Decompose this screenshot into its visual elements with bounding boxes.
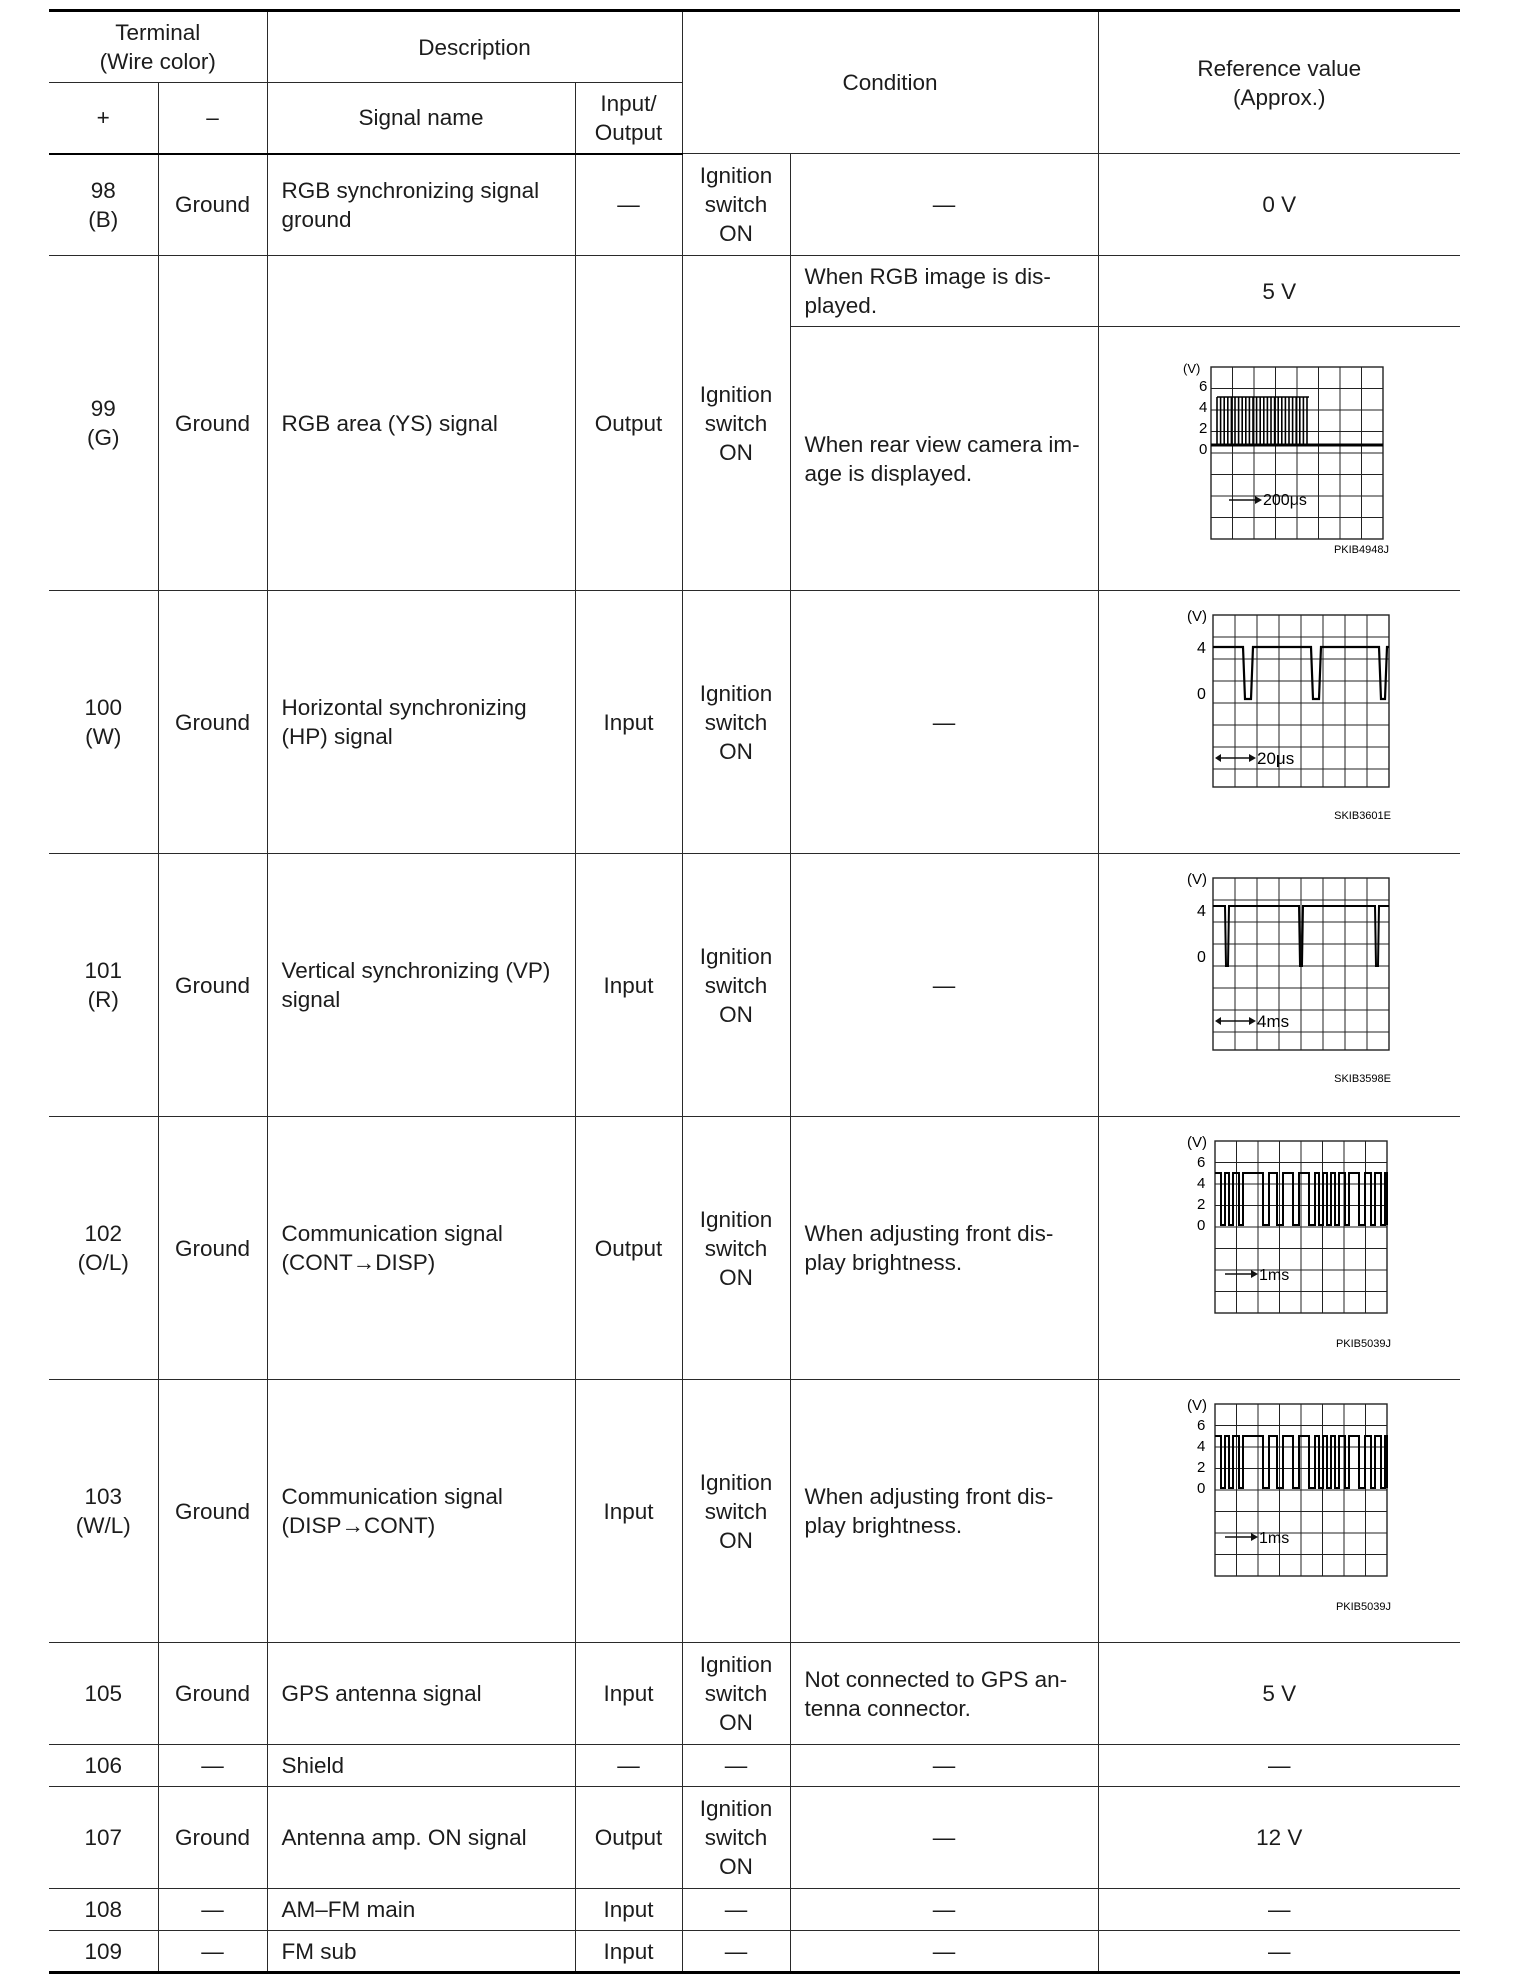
signal-line: Vertical synchronizing (VP) (281, 958, 551, 983)
ground-cell: — (158, 1889, 267, 1931)
wave-y-tick: 6 (1199, 377, 1208, 395)
wave-y-tick: 0 (1197, 1217, 1206, 1234)
ignition-line: Ignition (699, 1469, 773, 1495)
io-cell: — (575, 154, 682, 256)
wave-y-tick: 6 (1197, 1417, 1206, 1434)
io-cell: Input (575, 1380, 682, 1643)
ignition-line: ON (719, 439, 753, 465)
wave-y-tick: 0 (1197, 1480, 1206, 1497)
time-arrow-head (1249, 754, 1256, 762)
reference-cell (1098, 1117, 1460, 1380)
header-terminal (49, 11, 267, 83)
table-row (49, 154, 1460, 256)
io-cell: Input (575, 591, 682, 854)
condition-line: played. (804, 293, 878, 318)
wire-color: (O/L) (77, 1250, 129, 1275)
ignition-cell: — (682, 1889, 790, 1931)
condition-line: When adjusting front dis- (804, 1221, 1054, 1246)
ignition-line: switch (704, 1498, 768, 1524)
wire-color: (G) (87, 425, 120, 450)
condition-cell: — (790, 1931, 1098, 1973)
terminal-cell (49, 1380, 158, 1643)
terminal-cell: 106 (49, 1745, 158, 1787)
table-row (49, 854, 1460, 1117)
condition-line: tenna connector. (804, 1695, 971, 1721)
ignition-cell (682, 591, 790, 854)
waveform-grid (1211, 367, 1383, 539)
wave-y-tick: 6 (1197, 1154, 1206, 1171)
wave-unit-label: (V) (1187, 1134, 1208, 1151)
header-reference-line2: (Approx.) (1233, 84, 1326, 110)
ignition-line: Ignition (699, 943, 773, 969)
ignition-line: Ignition (699, 163, 773, 188)
condition-cell (790, 1117, 1098, 1380)
header-description: Description (267, 11, 682, 83)
ignition-line: Ignition (699, 381, 773, 407)
condition-cell: — (790, 1889, 1098, 1931)
wave-y-tick: 4 (1197, 903, 1207, 920)
figure-code: PKIB5039J (1336, 1601, 1392, 1613)
figure-code: SKIB3601E (1334, 810, 1392, 822)
condition-cell (790, 1380, 1098, 1643)
condition-cell: — (790, 1787, 1098, 1889)
signal-name-cell (267, 1380, 575, 1643)
header-signal-name: Signal name (267, 83, 575, 154)
ignition-line: switch (704, 1235, 768, 1261)
signal-line: signal (281, 987, 341, 1012)
table-row (49, 1117, 1460, 1380)
ignition-line: Ignition (699, 680, 773, 706)
figure-code: PKIB4948J (1334, 543, 1390, 556)
reference-cell (1098, 1380, 1460, 1643)
waveform-grid (1213, 615, 1389, 787)
terminal-number: 98 (90, 177, 116, 203)
wave-y-tick: 0 (1199, 440, 1208, 458)
reference-cell: 12 V (1098, 1787, 1460, 1889)
wave-y-tick: 4 (1197, 640, 1207, 657)
ignition-line: switch (704, 1825, 768, 1850)
table-row (49, 256, 1460, 327)
table-row (49, 1745, 1460, 1787)
ignition-cell: — (682, 1931, 790, 1973)
wave-unit-label: (V) (1187, 608, 1208, 625)
terminal-number: 103 (84, 1484, 123, 1509)
condition-cell: — (790, 1745, 1098, 1787)
signal-name-cell: AM–FM main (267, 1889, 575, 1931)
wave-y-tick: 0 (1197, 949, 1207, 966)
signal-line: (HP) signal (281, 724, 393, 749)
ground-cell: Ground (158, 1380, 267, 1643)
wave-y-tick: 2 (1199, 419, 1208, 437)
io-cell: — (575, 1745, 682, 1787)
io-cell: Output (575, 1787, 682, 1889)
ground-cell: — (158, 1745, 267, 1787)
reference-cell: — (1098, 1931, 1460, 1973)
signal-line: (DISP→CONT) (281, 1513, 436, 1538)
time-arrow-head (1215, 754, 1221, 762)
ignition-line: switch (704, 709, 768, 735)
wave-y-tick: 4 (1197, 1175, 1206, 1192)
signal-name-cell (267, 154, 575, 256)
terminal-number: 99 (90, 396, 116, 421)
wave-unit-label: (V) (1187, 1397, 1208, 1414)
signal-line: ground (281, 206, 352, 232)
io-cell: Output (575, 256, 682, 591)
condition-cell: — (790, 154, 1098, 256)
condition-line: When RGB image is dis- (804, 264, 1051, 289)
condition-line: play brightness. (804, 1250, 963, 1275)
header-io-line1: Input/ (600, 90, 657, 116)
header-reference (1098, 11, 1460, 154)
wave-time-label: 200μs (1263, 491, 1308, 509)
signal-name-cell: Antenna amp. ON signal (267, 1787, 575, 1889)
wave-y-tick: 2 (1197, 1196, 1206, 1213)
ignition-line: ON (719, 221, 753, 246)
ignition-cell (682, 154, 790, 256)
io-cell: Input (575, 1643, 682, 1745)
ground-cell: Ground (158, 154, 267, 256)
terminal-number: 102 (84, 1221, 123, 1246)
wire-color: (B) (88, 206, 119, 232)
signal-name-cell: Shield (267, 1745, 575, 1787)
wave-time-label: 1ms (1259, 1530, 1290, 1547)
ground-cell: Ground (158, 1643, 267, 1745)
wire-color: (R) (87, 987, 119, 1012)
ignition-line: Ignition (699, 1652, 773, 1677)
terminal-cell (49, 854, 158, 1117)
io-cell: Input (575, 1931, 682, 1973)
table-row (49, 1380, 1460, 1643)
signal-name-cell: FM sub (267, 1931, 575, 1973)
terminal-cell (49, 256, 158, 591)
ignition-line: ON (719, 1710, 753, 1735)
time-arrow-head (1251, 1533, 1258, 1541)
disp-cont-waveform (1159, 1396, 1399, 1626)
ys-signal-waveform (1159, 359, 1399, 559)
terminal-cell (49, 154, 158, 256)
io-cell: Output (575, 1117, 682, 1380)
wave-unit-label: (V) (1187, 871, 1208, 888)
reference-cell: 5 V (1098, 256, 1460, 327)
ignition-cell (682, 1787, 790, 1889)
wave-time-label: 4ms (1257, 1012, 1290, 1031)
ignition-line: ON (719, 1264, 753, 1290)
condition-cell: — (790, 854, 1098, 1117)
condition-line: When rear view camera im- (804, 431, 1080, 457)
time-arrow-head (1255, 496, 1262, 504)
ignition-cell (682, 1380, 790, 1643)
header-io-line2: Output (594, 119, 663, 145)
waveform-grid (1215, 1404, 1387, 1576)
header-wire-color-label: (Wire color) (99, 49, 216, 74)
signal-line: (CONT→DISP) (281, 1250, 436, 1275)
table-row (49, 591, 1460, 854)
wave-unit-label: (V) (1183, 360, 1201, 376)
terminal-cell (49, 1117, 158, 1380)
ignition-line: Ignition (699, 1206, 773, 1232)
terminal-number: 101 (84, 958, 123, 983)
ignition-line: ON (719, 1854, 753, 1879)
wave-y-tick: 2 (1197, 1459, 1206, 1476)
terminal-number: 100 (84, 695, 123, 720)
waveform-trace (1211, 397, 1383, 445)
ignition-line: ON (719, 1001, 753, 1027)
ignition-cell (682, 1117, 790, 1380)
ignition-cell (682, 854, 790, 1117)
header-input-output (575, 83, 682, 154)
ignition-line: switch (704, 192, 768, 217)
time-arrow-head (1215, 1017, 1221, 1025)
hp-signal-waveform (1159, 607, 1399, 837)
signal-name-cell: RGB area (YS) signal (267, 256, 575, 591)
table-row (49, 1787, 1460, 1889)
ground-cell: Ground (158, 256, 267, 591)
ignition-line: ON (719, 1527, 753, 1553)
waveform-grid (1215, 1141, 1387, 1313)
ignition-cell (682, 256, 790, 591)
ground-cell: — (158, 1931, 267, 1973)
wave-time-label: 20μs (1257, 749, 1295, 768)
header-minus: – (158, 83, 267, 154)
signal-line: Horizontal synchronizing (281, 695, 527, 720)
figure-code: PKIB5039J (1336, 1338, 1392, 1350)
terminal-cell: 109 (49, 1931, 158, 1973)
table-row (49, 1889, 1460, 1931)
ground-cell: Ground (158, 1117, 267, 1380)
signal-line: Communication signal (281, 1484, 503, 1509)
io-cell: Input (575, 854, 682, 1117)
condition-cell (790, 327, 1098, 591)
signal-line: RGB synchronizing signal (281, 177, 540, 203)
signal-name-cell: GPS antenna signal (267, 1643, 575, 1745)
terminal-cell (49, 591, 158, 854)
signal-name-cell (267, 854, 575, 1117)
reference-cell: 0 V (1098, 154, 1460, 256)
figure-code: SKIB3598E (1334, 1073, 1392, 1085)
condition-line: age is displayed. (804, 460, 973, 486)
ground-cell: Ground (158, 591, 267, 854)
condition-cell (790, 256, 1098, 327)
condition-line: play brightness. (804, 1513, 963, 1538)
cont-disp-waveform (1159, 1133, 1399, 1363)
condition-line: Not connected to GPS an- (804, 1666, 1068, 1692)
signal-line: Communication signal (281, 1221, 503, 1246)
reference-cell: — (1098, 1889, 1460, 1931)
table-row (49, 1931, 1460, 1973)
ground-cell: Ground (158, 1787, 267, 1889)
header-condition: Condition (682, 11, 1098, 154)
reference-cell (1098, 854, 1460, 1117)
wave-y-tick: 4 (1197, 1438, 1206, 1455)
condition-cell (790, 1643, 1098, 1745)
header-plus: + (49, 83, 158, 154)
condition-line: When adjusting front dis- (804, 1484, 1054, 1509)
ignition-line: switch (704, 1681, 768, 1706)
time-arrow-head (1251, 1270, 1258, 1278)
ignition-line: switch (704, 972, 768, 998)
terminal-reference-table (49, 9, 1460, 1974)
wave-time-label: 1ms (1259, 1267, 1290, 1284)
reference-cell (1098, 327, 1460, 591)
ground-cell: Ground (158, 854, 267, 1117)
table-row (49, 1643, 1460, 1745)
reference-cell: 5 V (1098, 1643, 1460, 1745)
condition-cell: — (790, 591, 1098, 854)
header-terminal-label: Terminal (115, 20, 201, 45)
ignition-line: switch (704, 410, 768, 436)
ignition-cell (682, 1643, 790, 1745)
terminal-cell: 108 (49, 1889, 158, 1931)
wire-color: (W/L) (75, 1513, 131, 1538)
wire-color: (W) (85, 724, 122, 749)
io-cell: Input (575, 1889, 682, 1931)
vp-signal-waveform (1159, 870, 1399, 1100)
reference-cell: — (1098, 1745, 1460, 1787)
ignition-line: Ignition (699, 1796, 773, 1821)
wave-y-tick: 4 (1199, 398, 1208, 416)
wave-y-tick: 0 (1197, 686, 1207, 703)
time-arrow-head (1249, 1017, 1256, 1025)
waveform-grid (1213, 878, 1389, 1050)
terminal-cell: 107 (49, 1787, 158, 1889)
signal-name-cell (267, 591, 575, 854)
reference-cell (1098, 591, 1460, 854)
signal-name-cell (267, 1117, 575, 1380)
terminal-cell: 105 (49, 1643, 158, 1745)
ignition-line: ON (719, 738, 753, 764)
ignition-cell: — (682, 1745, 790, 1787)
header-reference-line1: Reference value (1197, 55, 1362, 81)
